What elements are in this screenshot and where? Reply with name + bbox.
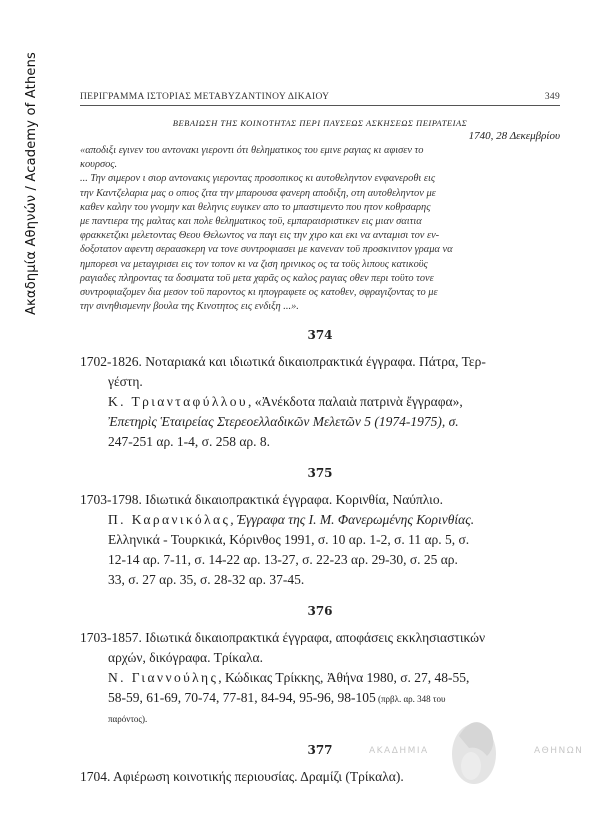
reference-author: Κ. Τριανταφύλλου bbox=[108, 394, 248, 410]
reference-text: , Έγγραφα της Ι. Μ. Φανερωμένης Κορινθίας. bbox=[230, 512, 475, 528]
document-quote bbox=[80, 144, 560, 314]
entry-heading: 1703-1857. Ιδιωτικά δικαιοπρακτικά έγγραφα, αποφάσεις εκκλησιαστικών bbox=[80, 630, 486, 646]
reference-note: (πρβλ. αρ. 348 του bbox=[375, 694, 446, 705]
entry-heading: 1704. Αφιέρωση κοινοτικής περιουσίας. Δραμίζι (Τρίκαλα). bbox=[80, 769, 404, 785]
academy-watermark bbox=[359, 706, 589, 796]
document-title: ΒΕΒΑΙΩΣΗ ΤΗΣ ΚΟΙΝΟΤΗΤΑΣ ΠΕΡΙ ΠΑΥΣΕΩΣ ΑΣΚΗΣΕΩΣ ΠΕΙΡΑΤΕΙΑΣ bbox=[172, 118, 468, 128]
reference-author: Π. Καρανικόλας bbox=[108, 512, 231, 528]
document-page bbox=[49, 0, 600, 828]
entry-374 bbox=[80, 352, 560, 452]
running-header-title: ΠΕΡΙΓΡΑΜΜΑ ΙΣΤΟΡΙΑΣ ΜΕΤΑΒΥΖΑΝΤΙΝΟΥ ΔΙΚΑΙΟΥ bbox=[80, 92, 330, 102]
reference-text: Ελληνικά - Τουρκικά, Κόρινθος 1991, σ. 10 αρ. 1-2, σ. 11 αρ. 5, σ. bbox=[108, 532, 470, 548]
running-header bbox=[80, 92, 560, 106]
entry-heading: 1702-1826. Νοταριακά και ιδιωτικά δικαιοπρακτικά έγγραφα. Πάτρα, Τερ- bbox=[80, 354, 486, 370]
quote-line: «αποδιξι εγινεν του αντονακι γιεροντι ότι θεληματικος του εμινε ραγιας κι αφισεν το bbox=[80, 145, 424, 156]
reference-note: παρόντος). bbox=[108, 714, 148, 725]
entry-number: 377 bbox=[307, 743, 333, 758]
archive-stamp-text: Ακαδημία Αθηνών / Academy of Athens bbox=[24, 52, 39, 316]
entry-number: 374 bbox=[307, 328, 333, 343]
entry-reference bbox=[80, 392, 560, 412]
reference-text: 12-14 αρ. 7-11, σ. 14-22 αρ. 13-27, σ. 22-23 αρ. 29-30, σ. 25 αρ. bbox=[108, 552, 458, 568]
quote-line: ημπορεσι να μεταγιρισει εις τον τοπον κι να ζιση ηρινικος ος τα τοϋς λιπους κατικοϋς bbox=[80, 258, 428, 270]
quote-line: φρακκετζικι μελετοντας Θεου Θελωντος να παγι εις την χιρο και εκι να ανταμισι τον εν- bbox=[80, 230, 440, 242]
quote-line: ραγιαδες πληροντας τα δοσιματα τοϋ μετα χαρᾶς ος καλος ραγιας οθεν περι τοϋτο τονε bbox=[80, 272, 434, 284]
entry-heading-continued: γέστη. bbox=[108, 374, 143, 390]
quote-line: συντροφιαζομεν δια μεσον τοϋ παροντος κι ηπογραφετε ος κατοθεν, σφραγιζοντας το με bbox=[80, 287, 438, 299]
reference-text: 33, σ. 27 αρ. 35, σ. 28-32 αρ. 37-45. bbox=[108, 572, 305, 588]
page-number: 349 bbox=[544, 92, 560, 102]
watermark-text-right: ΑΘΗΝΩΝ bbox=[534, 746, 584, 756]
document-date: 1740, 28 Δεκεμβρίου bbox=[468, 130, 560, 142]
page-body bbox=[80, 112, 560, 787]
quote-line: την σινηθισμενην βουλα της Κινοτητος εις ενδιξη ...». bbox=[80, 301, 299, 313]
quote-line: ... Την σιμερον ι σιορ αντονακις γιεροντας προσοπικος κι αυτοθεληντον ενφανεροθι εις bbox=[80, 173, 436, 185]
entry-heading: 1703-1798. Ιδιωτικά δικαιοπρακτικά έγγραφα. Κορινθία, Ναύπλιο. bbox=[80, 492, 443, 508]
reference-text: , Κώδικας Τρίκκης, Ἀθήνα 1980, σ. 27, 48-55, bbox=[218, 670, 470, 686]
entry-reference bbox=[80, 510, 560, 530]
quote-line: την Καντζελαρια μας ο οπιος ζιτα την μπαρουσα φανερη αποδιξη, οτη αυτοθεληντον με bbox=[80, 187, 436, 199]
quote-line: καθεν καλην του γνομην και θεληνις ευγικεν απο το μπαστιμεντο που ητον κοθρσαρης bbox=[80, 201, 431, 213]
entry-375 bbox=[80, 490, 560, 590]
archive-stamp bbox=[0, 0, 49, 828]
reference-text: , «Ἀνέκδοτα παλαιὰ πατρινὰ ἔγγραφα», bbox=[247, 394, 463, 410]
quote-line: με παντιερα της μαλτας και πολε θεληματικος τοϋ, εμπαραισριστικεν εις μιαν σαιτια bbox=[80, 216, 422, 228]
reference-text: 247-251 αρ. 1-4, σ. 258 αρ. 8. bbox=[108, 434, 271, 450]
entry-number: 376 bbox=[307, 604, 333, 619]
watermark-text-left: ΑΚΑΔΗΜΙΑ bbox=[369, 746, 429, 756]
quote-line: δοξοτατον αφεντη σεραασκερη να τονε συντροφιασει με κανεναν τοϋ προσκινιτον γραμα να bbox=[80, 244, 453, 256]
reference-text: 58-59, 61-69, 70-74, 77-81, 84-94, 95-96, 98-105 bbox=[108, 690, 376, 706]
entry-number: 375 bbox=[307, 466, 333, 481]
reference-text: Ἐπετηρὶς Ἑταιρείας Στερεοελλαδικῶν Μελετῶν 5 (1974-1975), σ. bbox=[108, 414, 459, 430]
entry-reference bbox=[80, 668, 560, 688]
athena-head-icon bbox=[439, 706, 509, 796]
reference-author: Ν. Γιαννούλης bbox=[108, 670, 219, 686]
quote-line: κουρσος. bbox=[80, 159, 118, 171]
entry-heading-continued: αρχών, δικόγραφα. Τρίκαλα. bbox=[108, 650, 264, 666]
